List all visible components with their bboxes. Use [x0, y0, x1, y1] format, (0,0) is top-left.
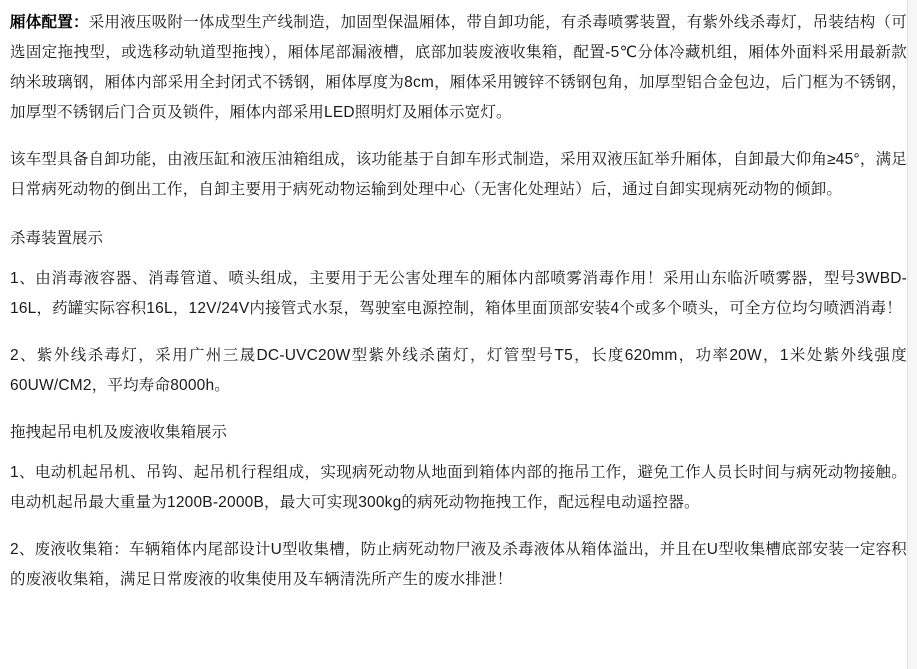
- paragraph-box-config: [10, 8, 907, 128]
- list-item-disinfection-1: 1、由消毒液容器、消毒管道、喷头组成，主要用于无公害处理车的厢体内部喷雾消毒作用！采用山东临沂喷雾器，型号3WBD-16L，药罐实际容积16L，12V/24V内接管式水泵，驾驶室电源控制，箱体里面顶部安装4个或多个喷头，可全方位均匀喷洒消毒！: [10, 270, 907, 317]
- list-item-disinfection-2: 2、紫外线杀毒灯，采用广州三晟DC-UVC20W型紫外线杀菌灯，灯管型号T5，长度620mm，功率20W，1米处紫外线强度60UW/CM2，平均寿命8000h。: [10, 347, 907, 394]
- paragraph-lead-label: 厢体配置：: [10, 14, 89, 31]
- heading-hoist-and-waste-tank: 拖拽起吊电机及废液收集箱展示: [10, 424, 228, 441]
- list-item-hoist-1: 1、电动机起吊机、吊钩、起吊机行程组成，实现病死动物从地面到箱体内部的拖吊工作，避免工作人员长时间与病死动物接触。电动机起吊最大重量为1200B-2000B，最大可实现300kg的病死动物拖拽工作，配远程电动遥控器。: [10, 464, 907, 511]
- paragraph-dump-function: 该车型具备自卸功能，由液压缸和液压油箱组成，该功能基于自卸车形式制造，采用双液压缸举升厢体，自卸最大仰角≥45°，满足日常病死动物的倒出工作，自卸主要用于病死动物运输到处理中心（无害化处理站）后，通过自卸实现病死动物的倾卸。: [10, 151, 907, 198]
- list-item-hoist-2: 2、废液收集箱：车辆箱体内尾部设计U型收集槽，防止病死动物尸液及杀毒液体从箱体溢出，并且在U型收集槽底部安装一定容积的废液收集箱，满足日常废液的收集使用及车辆清洗所产生的废水排泄！: [10, 541, 907, 588]
- scrollbar-thumb[interactable]: [908, 0, 917, 669]
- vertical-scrollbar[interactable]: [907, 0, 917, 669]
- heading-disinfection-device: 杀毒装置展示: [10, 230, 104, 247]
- paragraph-body-text: 采用液压吸附一体成型生产线制造，加固型保温厢体，带自卸功能，有杀毒喷雾装置，有紫外线杀毒灯，吊装结构（可选固定拖拽型，或选移动轨道型拖拽），厢体尾部漏液槽，底部加装废液收集箱，配置-5℃分体冷藏机组，厢体外面料采用最新款纳米玻璃钢，厢体内部采用全封闭式不锈钢，厢体厚度为8cm，厢体采用镀锌不锈钢包角，加厚型铝合金包边，后门框为不锈钢，加厚型不锈钢后门合页及锁件，厢体内部采用LED照明灯及厢体示宽灯。: [10, 14, 907, 121]
